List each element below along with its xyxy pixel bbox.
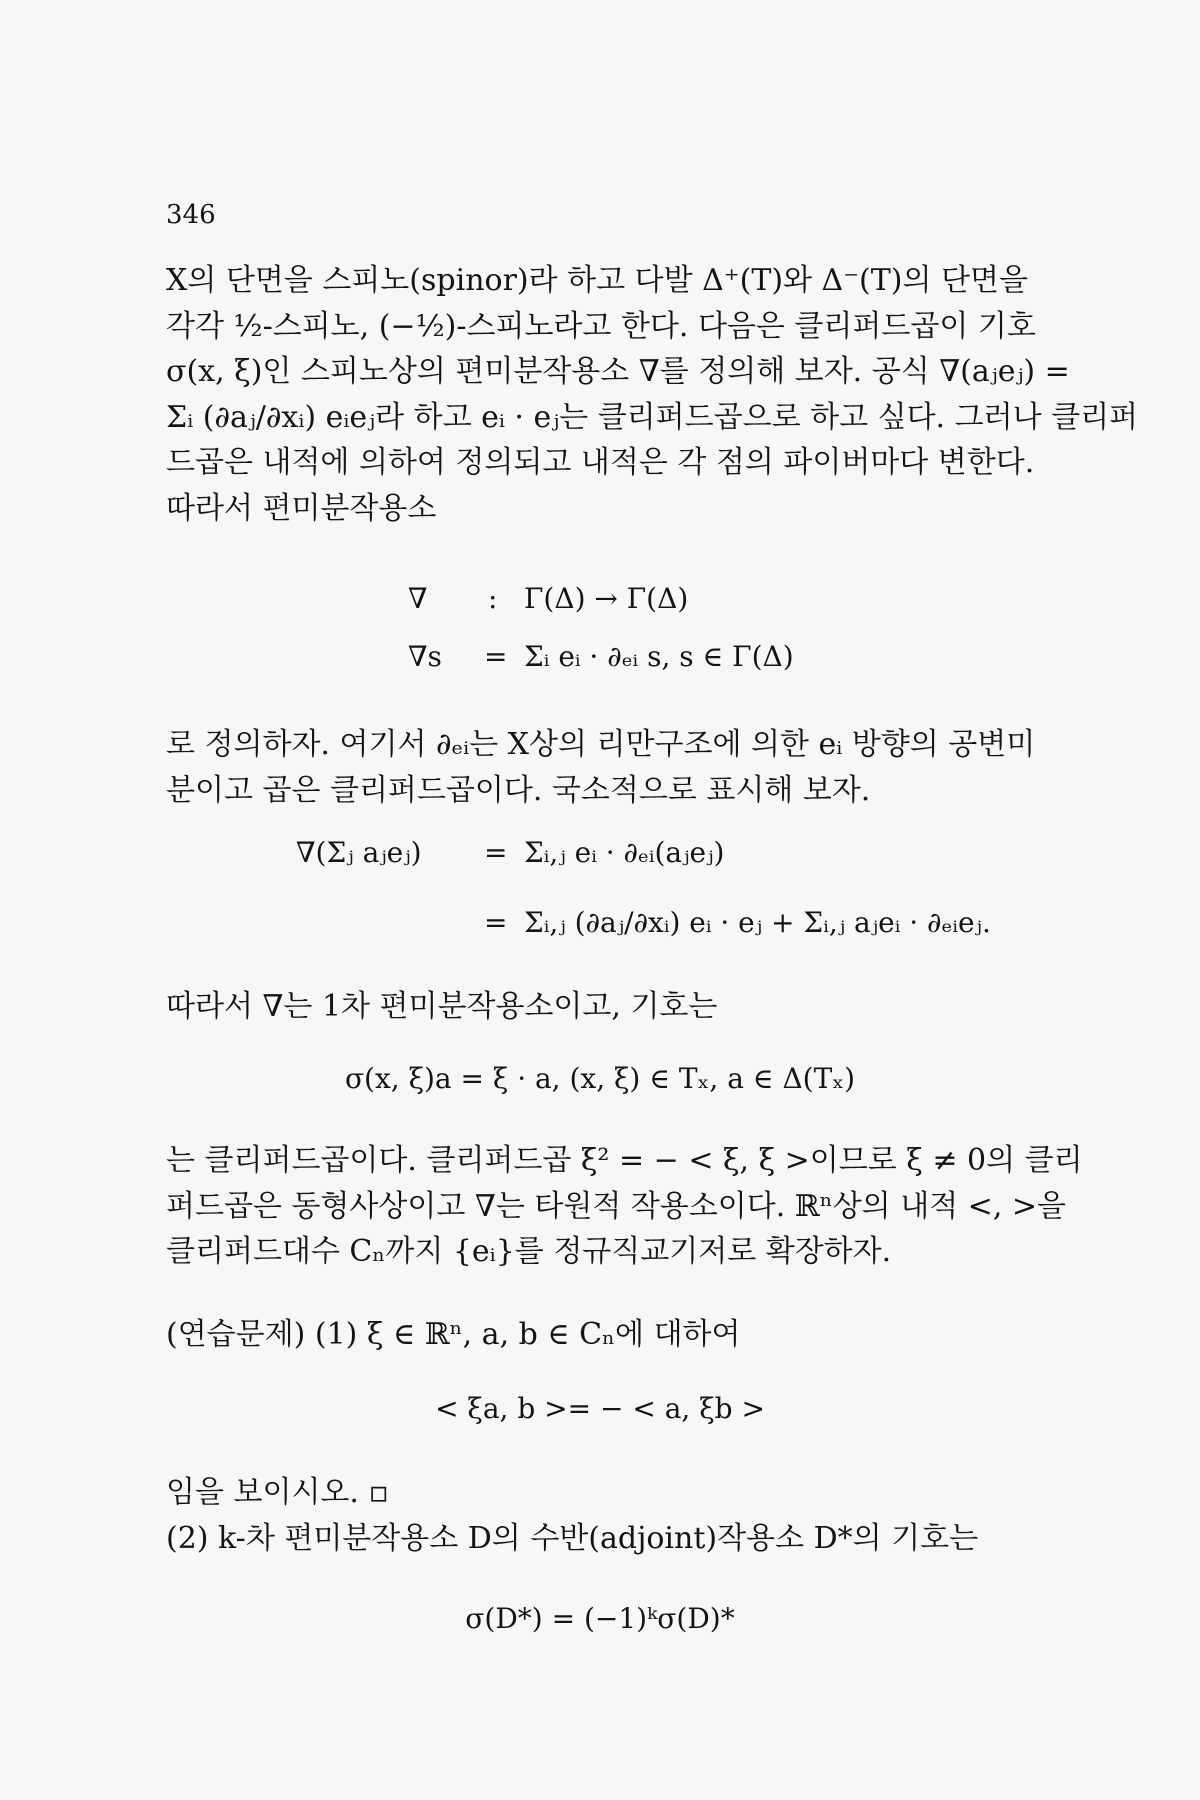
text-line: 따라서 ∇는 1차 편미분작용소이고, 기호는 [166,989,718,1024]
exercise-1-end: 임을 보이시오. ▫ [166,1475,389,1510]
text-line: σ(x, ξ)인 스피노상의 편미분작용소 ∇를 정의해 보자. 공식 ∇(aⱼeⱼ) = [166,354,1070,389]
text-line: 분이고 곱은 클리퍼드곱이다. 국소적으로 표시해 보자. [166,772,871,808]
eq-rhs: Γ(Δ) → Γ(Δ) [524,582,689,615]
eq-colon: : [488,582,498,615]
text-line: 클리퍼드대수 Cₙ까지 {eᵢ}를 정규직교기저로 확장하자. [166,1234,892,1269]
text-line: 각각 ½-스피노, (−½)-스피노라고 한다. 다음은 클리퍼드곱이 기호 [166,308,1036,344]
paragraph-3 [166,984,1046,1030]
exercise-2-statement: (2) k-차 편미분작용소 D의 수반(adjoint)작용소 D*의 기호는 [166,1520,979,1556]
text-line: 는 클리퍼드곱이다. 클리퍼드곱 ξ² = − < ξ, ξ >이므로 ξ ≠ 0의 클리 [166,1143,1083,1178]
eq-rhs: Σᵢ,ⱼ (∂aⱼ/∂xᵢ) eᵢ · eⱼ + Σᵢ,ⱼ aⱼeᵢ · ∂ₑᵢeⱼ. [524,906,991,939]
eq-lhs: ∇(Σⱼ aⱼeⱼ) [296,836,422,869]
text-line: 퍼드곱은 동형사상이고 ∇는 타원적 작용소이다. ℝⁿ상의 내적 <, >을 [166,1188,1067,1224]
paragraph-1 [166,258,1139,531]
text-line: (연습문제) (1) ξ ∈ ℝⁿ, a, b ∈ Cₙ에 대하여 [166,1317,741,1352]
equation-symbol: σ(x, ξ)a = ξ · a, (x, ξ) ∈ Tₓ, a ∈ Δ(Tₓ) [344,1062,856,1095]
eq-rhs: Σᵢ,ⱼ eᵢ · ∂ₑᵢ(aⱼeⱼ) [524,836,725,869]
exercise-1-statement [166,1312,1046,1358]
eq-equals: = [484,640,508,673]
equation-inner-product: < ξa, b >= − < a, ξb > [435,1392,765,1425]
page-number: 346 [166,200,216,230]
text-line: Σᵢ (∂aⱼ/∂xᵢ) eᵢeⱼ라 하고 eᵢ · eⱼ는 클리퍼드곱으로 하고 싶다. 그러나 클리퍼 [166,399,1139,435]
eq-equals: = [484,836,508,869]
paragraph-4 [166,1138,1083,1275]
text-line: X의 단면을 스피노(spinor)라 하고 다발 Δ⁺(T)와 Δ⁻(T)의 단면을 [166,263,1028,298]
paragraph-2 [166,722,1046,813]
text-line: 따라서 편미분작용소 [166,490,437,526]
eq-lhs: ∇s [408,640,442,673]
exercise-block [166,1470,1046,1561]
eq-lhs: ∇ [408,582,428,615]
text-line: 드곱은 내적에 의하여 정의되고 내적은 각 점의 파이버마다 변한다. [166,445,1035,480]
equation-adjoint-symbol: σ(D*) = (−1)ᵏσ(D)* [465,1602,735,1635]
eq-equals: = [484,906,508,939]
eq-rhs: Σᵢ eᵢ · ∂ₑᵢ s, s ∈ Γ(Δ) [524,640,794,673]
text-line: 로 정의하자. 여기서 ∂ₑᵢ는 X상의 리만구조에 의한 eᵢ 방향의 공변미 [166,727,1036,762]
